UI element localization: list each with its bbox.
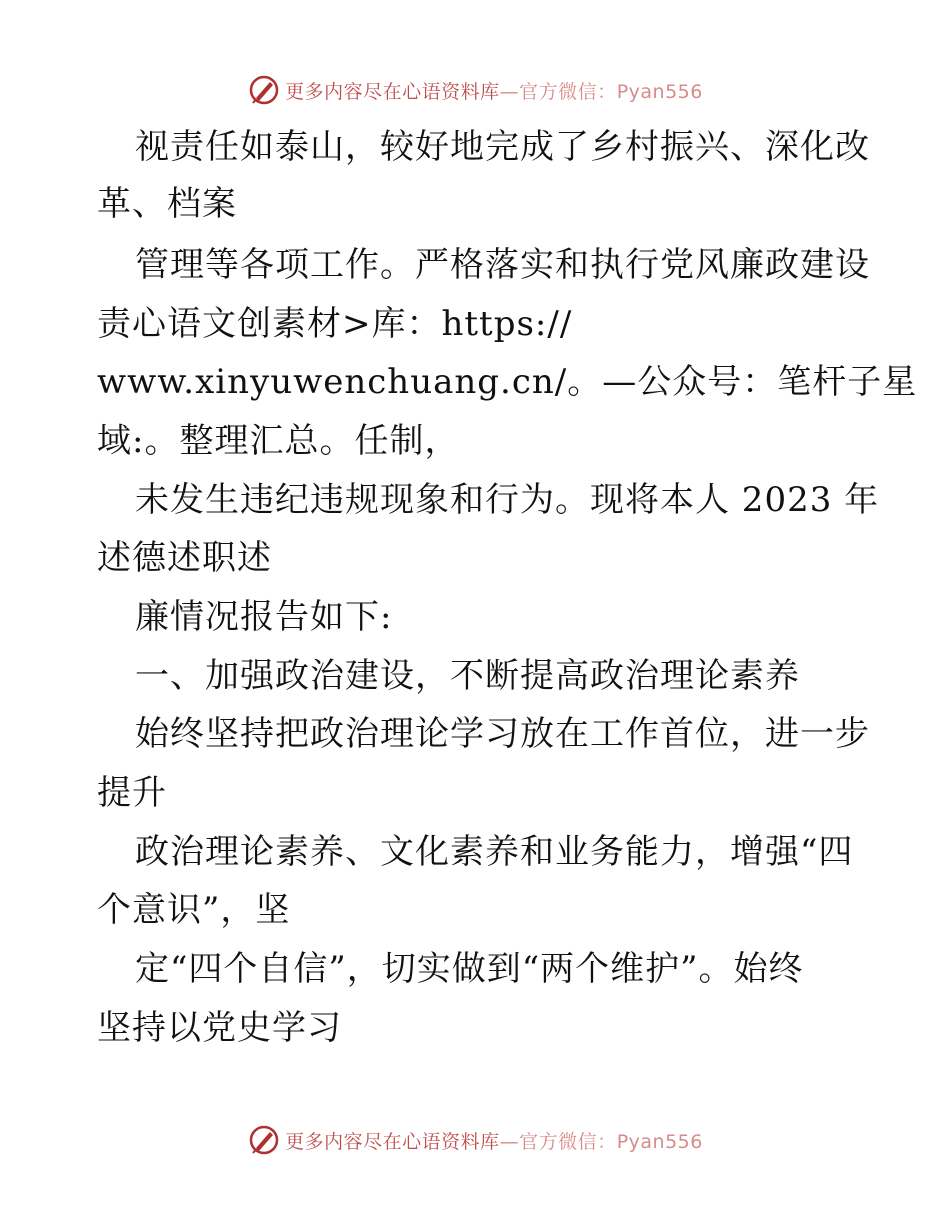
paragraph-line: 管理等各项工作。严格落实和执行党风廉政建设 [135, 245, 870, 285]
paragraph-line: 个意识”，坚 [97, 890, 291, 930]
paragraph-line: 域:。整理汇总。任制， [97, 421, 460, 461]
paragraph-line: 视责任如泰山，较好地完成了乡村振兴、深化改 [135, 127, 870, 167]
paragraph-line: 廉情况报告如下: [135, 597, 393, 637]
brush-logo-icon [247, 1123, 281, 1157]
paragraph-line: www.xinyuwenchuang.cn/。—公众号：笔杆子星 [97, 362, 918, 402]
section-heading: 一、加强政治建设，不断提高政治理论素养 [135, 656, 800, 696]
watermark-text: 更多内容尽在心语资料库—官方微信：Pyan556 [285, 1130, 703, 1153]
footer-watermark [0, 1120, 950, 1160]
paragraph-line: 述德述职述 [97, 538, 272, 578]
paragraph-line: 责心语文创素材>库：https:// [97, 304, 573, 344]
paragraph-line: 提升 [97, 773, 167, 813]
paragraph-line: 坚持以党史学习 [97, 1008, 342, 1048]
paragraph-line: 定“四个自信”，切实做到“两个维护”。始终 [135, 949, 804, 989]
watermark-text: 更多内容尽在心语资料库—官方微信：Pyan556 [285, 80, 703, 103]
paragraph-line: 始终坚持把政治理论学习放在工作首位，进一步 [135, 714, 870, 754]
paragraph-line: 政治理论素养、文化素养和业务能力，增强“四 [135, 832, 854, 872]
paragraph-line: 革、档案 [97, 184, 237, 224]
paragraph-line: 未发生违纪违规现象和行为。现将本人 2023 年 [135, 480, 880, 520]
